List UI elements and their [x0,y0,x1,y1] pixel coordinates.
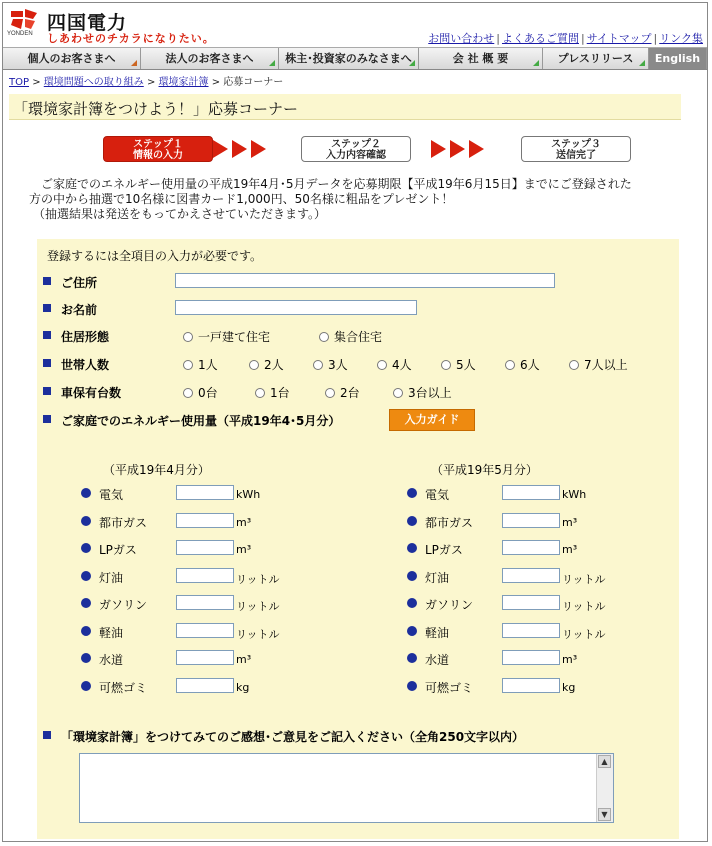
step-arrows-1 [213,140,266,158]
energy-item-name: 軽油 [99,625,124,640]
energy-item-name: 軽油 [425,625,450,640]
april-energy-input[interactable] [176,623,234,638]
bullet-square-icon [43,359,51,367]
energy-unit: リットル [236,627,280,641]
energy-unit: kWh [236,488,261,501]
energy-unit: リットル [236,600,280,613]
breadcrumb-kakeibo[interactable]: 環境家計簿 [158,77,209,88]
comment-scrollbar[interactable] [596,754,613,822]
nav-item-english[interactable]: English [649,48,707,69]
household-option-3[interactable]: 3人 [313,356,348,373]
household-option-2[interactable]: 2人 [249,356,284,373]
breadcrumb: TOP > 環境問題への取り組み > 環境家計簿 > 応募コーナー [9,77,284,88]
april-energy-row [81,485,301,503]
name-input[interactable] [175,300,417,315]
bullet-square-icon [43,304,51,312]
faq-link[interactable]: よくあるご質問 [501,32,579,45]
sitemap-link[interactable]: サイトマップ [586,32,652,45]
energy-item-name: 都市ガス [99,515,148,530]
may-energy-row [407,485,627,503]
energy-item-name: LPガス [99,543,137,557]
input-guide-button[interactable]: 入力ガイド [389,409,475,431]
bullet-square-icon [43,277,51,285]
energy-item-name: 水道 [99,653,124,667]
may-energy-row [407,623,627,641]
april-energy-input[interactable] [176,540,234,555]
nav-item-press[interactable]: プレスリリース [543,48,649,69]
household-row: 世帯人数 1人 2人 3人 4人 5人 6人 7人以上 [43,355,673,373]
energy-unit: m³ [562,653,578,666]
energy-unit: kWh [562,488,587,501]
global-nav [3,47,707,70]
april-energy-row [81,540,301,558]
comment-heading-row: 「環境家計簿」をつけてみてのご感想･ご意見をご記入ください（全角250文字以内） [43,727,673,745]
energy-item-name: 可燃ゴミ [99,680,148,695]
cars-option-3plus[interactable]: 3台以上 [393,384,452,401]
april-energy-input[interactable] [176,678,234,693]
energy-item-name: ガソリン [425,598,474,612]
april-energy-row [81,650,301,668]
energy-unit: リットル [562,572,606,586]
april-energy-row [81,595,301,613]
bullet-dot-icon [407,653,417,663]
cars-option-2[interactable]: 2台 [325,384,360,401]
energy-unit: m³ [236,515,252,529]
bullet-dot-icon [407,571,417,581]
may-energy-input[interactable] [502,678,560,693]
bullet-dot-icon [81,488,91,498]
bullet-dot-icon [81,598,91,608]
bullet-square-icon [43,331,51,339]
energy-heading-row: ご家庭でのエネルギー使用量（平成19年4･5月分） 入力ガイド [43,411,673,429]
address-input[interactable] [175,273,555,288]
household-option-4[interactable]: 4人 [377,356,412,373]
may-energy-input[interactable] [502,623,560,638]
required-note: 登録するには全項目の入力が必要です。 [47,249,263,263]
april-energy-input[interactable] [176,595,234,610]
page-frame [2,2,708,842]
nav-item-investors[interactable]: 株主･投資家のみなさまへ [279,48,419,69]
april-heading: （平成19年4月分） [103,463,210,477]
april-energy-row [81,623,301,641]
may-energy-row [407,595,627,613]
may-energy-input[interactable] [502,513,560,528]
energy-unit: リットル [562,600,606,613]
utility-links: お問い合わせ | よくあるご質問 | サイトマップ | リンク集 [428,32,703,45]
tagline: しあわせのチカラになりたい。 [47,32,215,45]
bullet-dot-icon [407,516,417,526]
bullet-dot-icon [81,681,91,691]
april-energy-row [81,513,301,531]
bullet-dot-icon [81,653,91,663]
may-energy-input[interactable] [502,568,560,583]
may-heading: （平成19年5月分） [431,463,538,477]
energy-unit: m³ [562,515,578,529]
energy-item-name: 灯油 [99,570,124,585]
housing-option-apartment[interactable]: 集合住宅 [319,328,382,345]
household-option-7plus[interactable]: 7人以上 [569,356,628,373]
breadcrumb-top[interactable]: TOP [9,77,30,88]
scroll-down-icon[interactable]: ▼ [598,808,611,821]
nav-item-corporate[interactable]: 法人のお客さまへ [141,48,279,69]
step-2-badge: ステップ２ 入力内容確認 [301,136,411,162]
comment-textarea[interactable] [79,753,614,823]
bullet-dot-icon [407,626,417,636]
april-energy-input[interactable] [176,485,234,500]
step-1-badge: ステップ１ 情報の入力 [103,136,213,162]
energy-item-name: ガソリン [99,598,148,612]
step-arrows-2 [431,140,484,158]
energy-unit: リットル [562,627,606,641]
household-option-1[interactable]: 1人 [183,356,218,373]
may-energy-row [407,678,627,696]
bullet-dot-icon [81,571,91,581]
energy-item-name: 水道 [425,653,450,667]
energy-unit: m³ [236,543,252,556]
energy-item-name: 灯油 [425,570,450,585]
energy-unit: kg [562,680,576,694]
energy-unit: m³ [236,653,252,666]
address-row: ご住所 [43,273,673,291]
may-energy-row [407,540,627,558]
bullet-dot-icon [407,543,417,553]
bullet-dot-icon [81,516,91,526]
contact-link[interactable]: お問い合わせ [428,32,495,45]
household-option-5[interactable]: 5人 [441,356,476,373]
scroll-up-icon[interactable]: ▲ [598,755,611,768]
may-energy-input[interactable] [502,485,560,500]
bullet-dot-icon [81,543,91,553]
energy-item-name: 電気 [425,488,450,502]
may-energy-input[interactable] [502,595,560,610]
energy-unit: kg [236,680,250,694]
may-energy-input[interactable] [502,650,560,665]
household-option-6[interactable]: 6人 [505,356,540,373]
breadcrumb-environment[interactable]: 環境問題への取り組み [43,77,144,88]
bullet-square-icon [43,731,51,739]
may-energy-row [407,513,627,531]
header [3,3,707,47]
brand-en: YONDEN [7,31,33,37]
step-3-badge: ステップ３ 送信完了 [521,136,631,162]
may-energy-row [407,568,627,586]
bullet-dot-icon [81,626,91,636]
april-energy-row [81,678,301,696]
step-indicator [3,136,707,166]
yonden-logo[interactable] [7,7,43,41]
energy-item-name: 都市ガス [425,515,474,530]
housing-row: 住居形態 一戸建て住宅 集合住宅 [43,327,673,345]
cars-option-1[interactable]: 1台 [255,384,290,401]
nav-item-company[interactable]: 会 社 概 要 [419,48,543,69]
april-energy-row [81,568,301,586]
brand-name: 四国電力 [47,12,128,34]
bullet-square-icon [43,387,51,395]
energy-item-name: LPガス [425,543,463,557]
energy-unit: リットル [236,572,280,586]
page-title: 「環境家計簿をつけよう！」応募コーナー [13,100,299,118]
bullet-dot-icon [407,681,417,691]
april-energy-input[interactable] [176,650,234,665]
bullet-square-icon [43,415,51,423]
cars-row: 車保有台数 0台 1台 2台 3台以上 [43,383,673,401]
energy-unit: m³ [562,543,578,556]
name-row: お名前 [43,300,673,318]
housing-option-house[interactable]: 一戸建て住宅 [183,328,270,345]
page-title-bar [9,94,681,120]
energy-item-name: 電気 [99,488,124,502]
may-energy-input[interactable] [502,540,560,555]
cars-option-0[interactable]: 0台 [183,384,218,401]
bullet-dot-icon [407,598,417,608]
entry-form [37,239,679,839]
bullet-dot-icon [407,488,417,498]
april-energy-input[interactable] [176,568,234,583]
may-energy-row [407,650,627,668]
links-link[interactable]: リンク集 [659,32,703,45]
breadcrumb-current: 応募コーナー [223,77,284,88]
april-energy-input[interactable] [176,513,234,528]
energy-item-name: 可燃ゴミ [425,680,474,695]
intro-text: ご家庭でのエネルギー使用量の平成19年4月･5月データを応募期限【平成19年6月15日】までにご登録された 方の中から抽選で10名様に図書カード1,000円、50名様に粗品をプレゼント！ （抽選結果は発送をもってかえさせていただきます。） [29,177,632,221]
nav-item-individual[interactable]: 個人のお客さまへ [3,48,141,69]
